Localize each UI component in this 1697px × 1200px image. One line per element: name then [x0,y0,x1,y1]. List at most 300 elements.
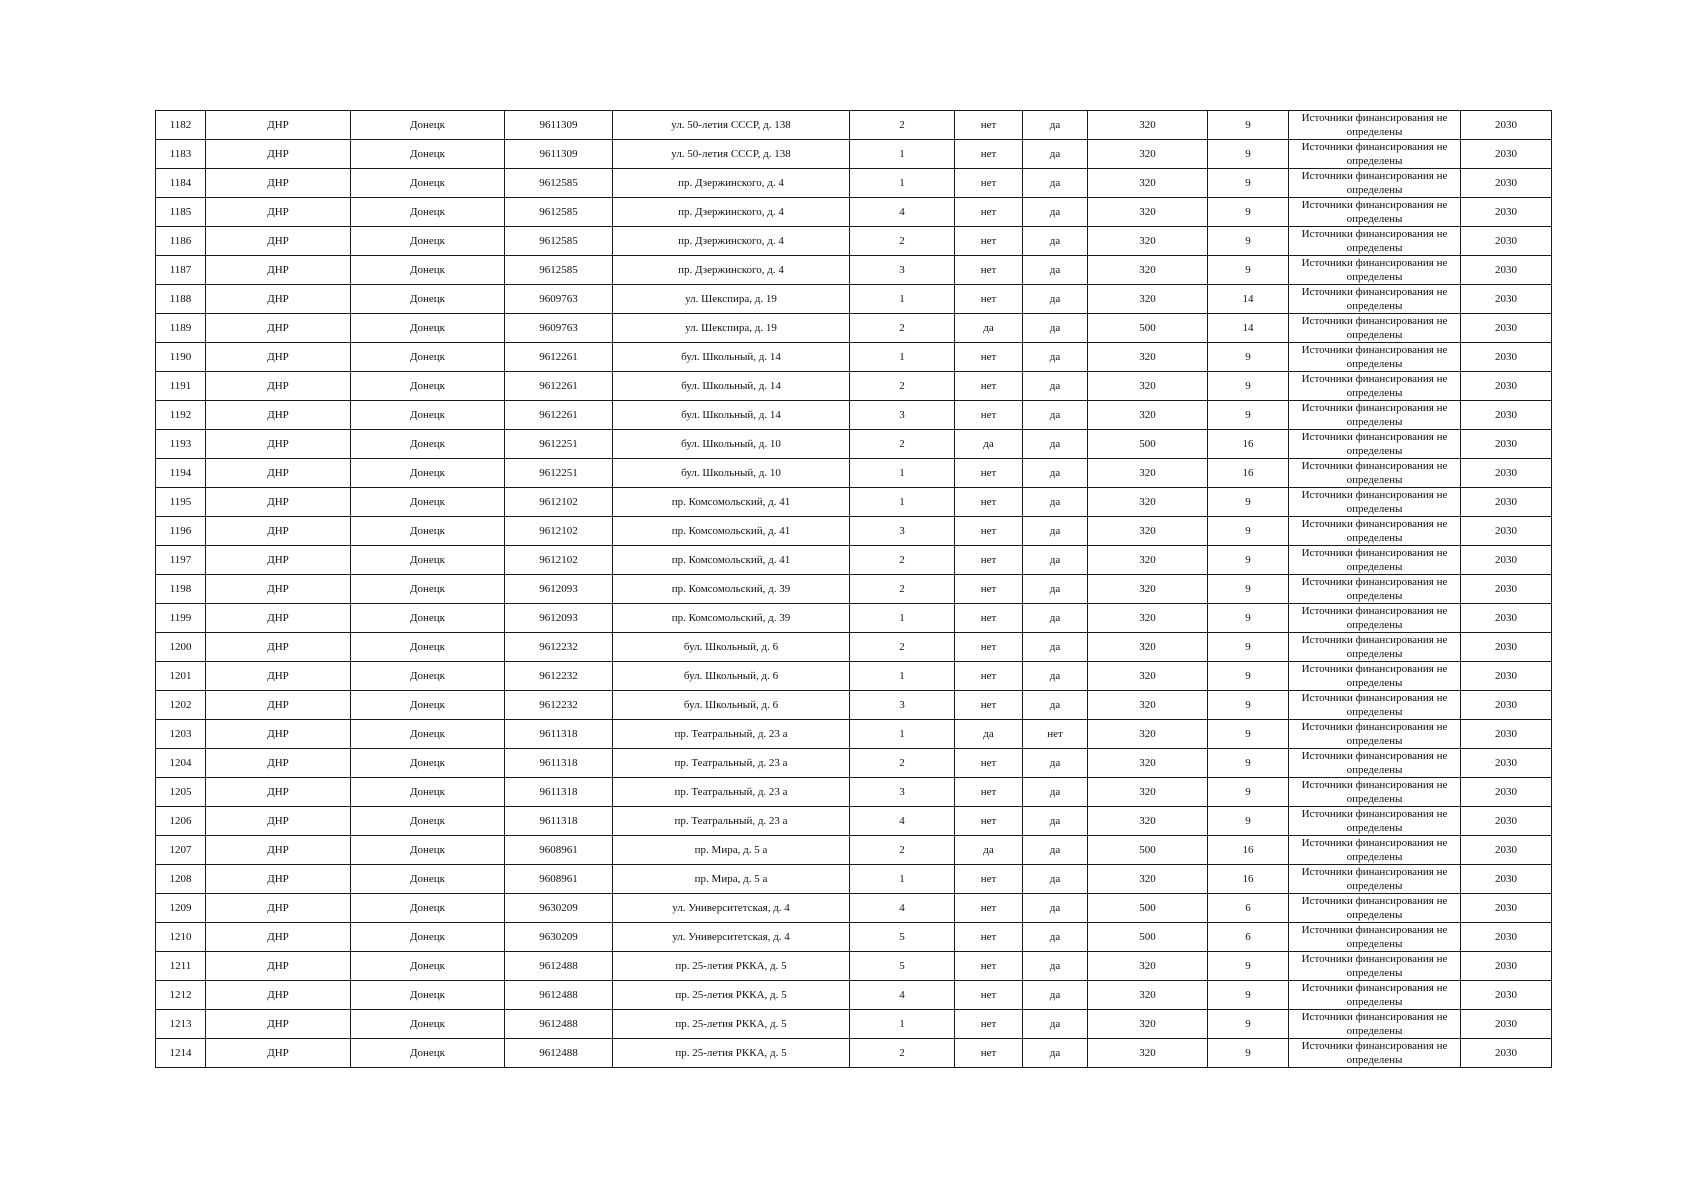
code-cell: 9612232 [505,662,613,691]
region-cell: ДНР [206,836,351,865]
table-row [156,372,1552,401]
region-cell: ДНР [206,691,351,720]
year-cell: 2030 [1461,923,1552,952]
funding-cell: Источники финансирования не определены [1289,633,1461,662]
year-cell: 2030 [1461,372,1552,401]
flag-b-cell: да [1023,952,1088,981]
entrance-cell: 1 [850,343,955,372]
year-cell: 2030 [1461,517,1552,546]
value-cell: 320 [1088,662,1208,691]
value-cell: 320 [1088,749,1208,778]
address-cell: пр. 25-летия РККА, д. 5 [613,1010,850,1039]
table-row [156,401,1552,430]
count-cell: 9 [1208,111,1289,140]
funding-cell: Источники финансирования не определены [1289,778,1461,807]
address-cell: бул. Школьный, д. 6 [613,691,850,720]
flag-a-cell: нет [955,604,1023,633]
year-cell: 2030 [1461,169,1552,198]
flag-b-cell: да [1023,633,1088,662]
year-cell: 2030 [1461,459,1552,488]
city-cell: Донецк [351,546,505,575]
flag-a-cell: нет [955,140,1023,169]
value-cell: 320 [1088,227,1208,256]
entrance-cell: 3 [850,691,955,720]
row-number-cell: 1192 [156,401,206,430]
year-cell: 2030 [1461,952,1552,981]
code-cell: 9611309 [505,111,613,140]
flag-b-cell: да [1023,662,1088,691]
region-cell: ДНР [206,633,351,662]
value-cell: 500 [1088,314,1208,343]
flag-a-cell: нет [955,894,1023,923]
count-cell: 16 [1208,836,1289,865]
flag-b-cell: да [1023,343,1088,372]
city-cell: Донецк [351,923,505,952]
entrance-cell: 2 [850,227,955,256]
flag-a-cell: да [955,430,1023,459]
flag-a-cell: нет [955,662,1023,691]
table-row [156,343,1552,372]
address-cell: пр. Театральный, д. 23 а [613,749,850,778]
code-cell: 9611309 [505,140,613,169]
city-cell: Донецк [351,314,505,343]
funding-cell: Источники финансирования не определены [1289,1010,1461,1039]
address-cell: пр. Театральный, д. 23 а [613,778,850,807]
entrance-cell: 4 [850,198,955,227]
count-cell: 9 [1208,198,1289,227]
value-cell: 320 [1088,140,1208,169]
table-row [156,430,1552,459]
city-cell: Донецк [351,140,505,169]
city-cell: Донецк [351,343,505,372]
flag-a-cell: нет [955,1010,1023,1039]
flag-b-cell: да [1023,314,1088,343]
row-number-cell: 1210 [156,923,206,952]
region-cell: ДНР [206,343,351,372]
table-row [156,691,1552,720]
year-cell: 2030 [1461,604,1552,633]
table-row [156,894,1552,923]
flag-b-cell: да [1023,459,1088,488]
city-cell: Донецк [351,430,505,459]
row-number-cell: 1190 [156,343,206,372]
region-cell: ДНР [206,981,351,1010]
count-cell: 9 [1208,981,1289,1010]
address-cell: пр. 25-летия РККА, д. 5 [613,981,850,1010]
count-cell: 9 [1208,343,1289,372]
entrance-cell: 1 [850,1010,955,1039]
row-number-cell: 1187 [156,256,206,285]
entrance-cell: 2 [850,575,955,604]
funding-cell: Источники финансирования не определены [1289,720,1461,749]
row-number-cell: 1214 [156,1039,206,1068]
table-row [156,923,1552,952]
city-cell: Донецк [351,488,505,517]
entrance-cell: 2 [850,546,955,575]
flag-a-cell: нет [955,865,1023,894]
count-cell: 9 [1208,488,1289,517]
flag-b-cell: да [1023,691,1088,720]
region-cell: ДНР [206,140,351,169]
value-cell: 500 [1088,923,1208,952]
code-cell: 9612488 [505,1039,613,1068]
value-cell: 320 [1088,1010,1208,1039]
entrance-cell: 1 [850,459,955,488]
year-cell: 2030 [1461,285,1552,314]
year-cell: 2030 [1461,488,1552,517]
flag-a-cell: нет [955,459,1023,488]
code-cell: 9609763 [505,285,613,314]
flag-b-cell: да [1023,778,1088,807]
value-cell: 320 [1088,401,1208,430]
entrance-cell: 3 [850,517,955,546]
region-cell: ДНР [206,720,351,749]
count-cell: 9 [1208,546,1289,575]
city-cell: Донецк [351,691,505,720]
table-row [156,778,1552,807]
funding-cell: Источники финансирования не определены [1289,865,1461,894]
address-cell: бул. Школьный, д. 14 [613,401,850,430]
year-cell: 2030 [1461,749,1552,778]
value-cell: 320 [1088,604,1208,633]
flag-b-cell: да [1023,807,1088,836]
flag-a-cell: нет [955,256,1023,285]
code-cell: 9612251 [505,459,613,488]
city-cell: Донецк [351,198,505,227]
city-cell: Донецк [351,169,505,198]
address-cell: пр. Дзержинского, д. 4 [613,227,850,256]
city-cell: Донецк [351,778,505,807]
code-cell: 9611318 [505,778,613,807]
entrance-cell: 2 [850,1039,955,1068]
count-cell: 14 [1208,285,1289,314]
entrance-cell: 2 [850,372,955,401]
funding-cell: Источники финансирования не определены [1289,343,1461,372]
flag-b-cell: да [1023,836,1088,865]
entrance-cell: 5 [850,952,955,981]
row-number-cell: 1213 [156,1010,206,1039]
address-cell: ул. 50-летия СССР, д. 138 [613,140,850,169]
value-cell: 320 [1088,546,1208,575]
region-cell: ДНР [206,517,351,546]
address-cell: пр. Комсомольский, д. 41 [613,517,850,546]
code-cell: 9612102 [505,488,613,517]
flag-a-cell: нет [955,575,1023,604]
flag-b-cell: да [1023,111,1088,140]
region-cell: ДНР [206,459,351,488]
row-number-cell: 1201 [156,662,206,691]
count-cell: 9 [1208,778,1289,807]
row-number-cell: 1188 [156,285,206,314]
year-cell: 2030 [1461,1010,1552,1039]
entrance-cell: 1 [850,720,955,749]
table-row [156,285,1552,314]
year-cell: 2030 [1461,894,1552,923]
row-number-cell: 1200 [156,633,206,662]
flag-b-cell: да [1023,256,1088,285]
value-cell: 320 [1088,111,1208,140]
address-cell: пр. Дзержинского, д. 4 [613,198,850,227]
value-cell: 320 [1088,256,1208,285]
value-cell: 500 [1088,894,1208,923]
city-cell: Донецк [351,807,505,836]
value-cell: 320 [1088,517,1208,546]
row-number-cell: 1183 [156,140,206,169]
code-cell: 9611318 [505,807,613,836]
year-cell: 2030 [1461,1039,1552,1068]
code-cell: 9612251 [505,430,613,459]
region-cell: ДНР [206,604,351,633]
code-cell: 9612585 [505,198,613,227]
count-cell: 6 [1208,894,1289,923]
entrance-cell: 3 [850,256,955,285]
row-number-cell: 1212 [156,981,206,1010]
region-cell: ДНР [206,401,351,430]
flag-b-cell: нет [1023,720,1088,749]
region-cell: ДНР [206,923,351,952]
table-body [156,111,1552,1068]
funding-cell: Источники финансирования не определены [1289,807,1461,836]
year-cell: 2030 [1461,575,1552,604]
row-number-cell: 1184 [156,169,206,198]
year-cell: 2030 [1461,633,1552,662]
entrance-cell: 1 [850,662,955,691]
flag-b-cell: да [1023,981,1088,1010]
year-cell: 2030 [1461,430,1552,459]
table-row [156,749,1552,778]
flag-a-cell: нет [955,111,1023,140]
year-cell: 2030 [1461,256,1552,285]
year-cell: 2030 [1461,546,1552,575]
table-row [156,227,1552,256]
region-cell: ДНР [206,227,351,256]
entrance-cell: 3 [850,401,955,430]
address-cell: пр. 25-летия РККА, д. 5 [613,1039,850,1068]
flag-a-cell: да [955,836,1023,865]
funding-cell: Источники финансирования не определены [1289,169,1461,198]
row-number-cell: 1186 [156,227,206,256]
flag-b-cell: да [1023,894,1088,923]
code-cell: 9612102 [505,546,613,575]
funding-cell: Источники финансирования не определены [1289,488,1461,517]
address-cell: пр. Дзержинского, д. 4 [613,169,850,198]
table-row [156,140,1552,169]
flag-a-cell: нет [955,169,1023,198]
funding-cell: Источники финансирования не определены [1289,981,1461,1010]
address-cell: пр. Мира, д. 5 а [613,865,850,894]
funding-cell: Источники финансирования не определены [1289,140,1461,169]
city-cell: Донецк [351,401,505,430]
flag-a-cell: нет [955,807,1023,836]
address-cell: ул. Шекспира, д. 19 [613,314,850,343]
value-cell: 500 [1088,430,1208,459]
flag-b-cell: да [1023,430,1088,459]
count-cell: 9 [1208,140,1289,169]
flag-b-cell: да [1023,401,1088,430]
flag-a-cell: нет [955,778,1023,807]
value-cell: 320 [1088,285,1208,314]
count-cell: 16 [1208,865,1289,894]
city-cell: Донецк [351,459,505,488]
table-row [156,952,1552,981]
table-row [156,1010,1552,1039]
row-number-cell: 1199 [156,604,206,633]
entrance-cell: 1 [850,488,955,517]
table-row [156,865,1552,894]
entrance-cell: 5 [850,923,955,952]
count-cell: 9 [1208,604,1289,633]
region-cell: ДНР [206,488,351,517]
row-number-cell: 1203 [156,720,206,749]
address-cell: бул. Школьный, д. 10 [613,430,850,459]
entrance-cell: 2 [850,633,955,662]
value-cell: 320 [1088,198,1208,227]
city-cell: Донецк [351,372,505,401]
address-cell: пр. Комсомольский, д. 39 [613,575,850,604]
value-cell: 320 [1088,691,1208,720]
table-row [156,459,1552,488]
funding-cell: Источники финансирования не определены [1289,952,1461,981]
flag-a-cell: нет [955,488,1023,517]
row-number-cell: 1195 [156,488,206,517]
flag-a-cell: нет [955,952,1023,981]
region-cell: ДНР [206,575,351,604]
region-cell: ДНР [206,865,351,894]
table-row [156,488,1552,517]
year-cell: 2030 [1461,227,1552,256]
year-cell: 2030 [1461,343,1552,372]
value-cell: 320 [1088,720,1208,749]
row-number-cell: 1204 [156,749,206,778]
address-cell: пр. Комсомольский, д. 39 [613,604,850,633]
year-cell: 2030 [1461,778,1552,807]
flag-a-cell: нет [955,546,1023,575]
entrance-cell: 2 [850,111,955,140]
region-cell: ДНР [206,807,351,836]
city-cell: Донецк [351,981,505,1010]
table-row [156,546,1552,575]
code-cell: 9609763 [505,314,613,343]
table-row [156,662,1552,691]
city-cell: Донецк [351,633,505,662]
code-cell: 9612093 [505,604,613,633]
funding-cell: Источники финансирования не определены [1289,575,1461,604]
table-row [156,169,1552,198]
city-cell: Донецк [351,575,505,604]
funding-cell: Источники финансирования не определены [1289,517,1461,546]
count-cell: 6 [1208,923,1289,952]
flag-b-cell: да [1023,1039,1088,1068]
value-cell: 320 [1088,981,1208,1010]
count-cell: 9 [1208,952,1289,981]
year-cell: 2030 [1461,981,1552,1010]
city-cell: Донецк [351,836,505,865]
flag-b-cell: да [1023,227,1088,256]
row-number-cell: 1206 [156,807,206,836]
region-cell: ДНР [206,749,351,778]
flag-a-cell: нет [955,749,1023,778]
flag-b-cell: да [1023,546,1088,575]
table-row [156,517,1552,546]
city-cell: Донецк [351,662,505,691]
row-number-cell: 1182 [156,111,206,140]
row-number-cell: 1202 [156,691,206,720]
code-cell: 9630209 [505,894,613,923]
count-cell: 9 [1208,256,1289,285]
flag-b-cell: да [1023,140,1088,169]
row-number-cell: 1191 [156,372,206,401]
value-cell: 320 [1088,633,1208,662]
region-cell: ДНР [206,662,351,691]
funding-cell: Источники финансирования не определены [1289,691,1461,720]
value-cell: 320 [1088,778,1208,807]
year-cell: 2030 [1461,111,1552,140]
address-cell: бул. Школьный, д. 14 [613,343,850,372]
table-row [156,1039,1552,1068]
city-cell: Донецк [351,227,505,256]
region-cell: ДНР [206,430,351,459]
funding-cell: Источники финансирования не определены [1289,836,1461,865]
flag-a-cell: нет [955,285,1023,314]
code-cell: 9630209 [505,923,613,952]
data-table [155,110,1552,1068]
flag-b-cell: да [1023,604,1088,633]
count-cell: 9 [1208,575,1289,604]
funding-cell: Источники финансирования не определены [1289,314,1461,343]
code-cell: 9612585 [505,256,613,285]
city-cell: Донецк [351,749,505,778]
entrance-cell: 1 [850,865,955,894]
value-cell: 320 [1088,169,1208,198]
count-cell: 9 [1208,169,1289,198]
value-cell: 320 [1088,488,1208,517]
row-number-cell: 1196 [156,517,206,546]
count-cell: 9 [1208,633,1289,662]
value-cell: 500 [1088,836,1208,865]
count-cell: 14 [1208,314,1289,343]
city-cell: Донецк [351,894,505,923]
year-cell: 2030 [1461,662,1552,691]
city-cell: Донецк [351,285,505,314]
count-cell: 9 [1208,1010,1289,1039]
value-cell: 320 [1088,952,1208,981]
year-cell: 2030 [1461,865,1552,894]
region-cell: ДНР [206,372,351,401]
year-cell: 2030 [1461,836,1552,865]
code-cell: 9612232 [505,633,613,662]
entrance-cell: 1 [850,169,955,198]
entrance-cell: 1 [850,285,955,314]
year-cell: 2030 [1461,720,1552,749]
address-cell: пр. Дзержинского, д. 4 [613,256,850,285]
funding-cell: Источники финансирования не определены [1289,227,1461,256]
funding-cell: Источники финансирования не определены [1289,285,1461,314]
table-row [156,111,1552,140]
funding-cell: Источники финансирования не определены [1289,662,1461,691]
city-cell: Донецк [351,517,505,546]
address-cell: ул. Университетская, д. 4 [613,894,850,923]
address-cell: бул. Школьный, д. 14 [613,372,850,401]
year-cell: 2030 [1461,314,1552,343]
row-number-cell: 1189 [156,314,206,343]
table-row [156,198,1552,227]
count-cell: 9 [1208,691,1289,720]
city-cell: Донецк [351,865,505,894]
region-cell: ДНР [206,256,351,285]
flag-a-cell: нет [955,401,1023,430]
flag-a-cell: нет [955,923,1023,952]
flag-b-cell: да [1023,923,1088,952]
